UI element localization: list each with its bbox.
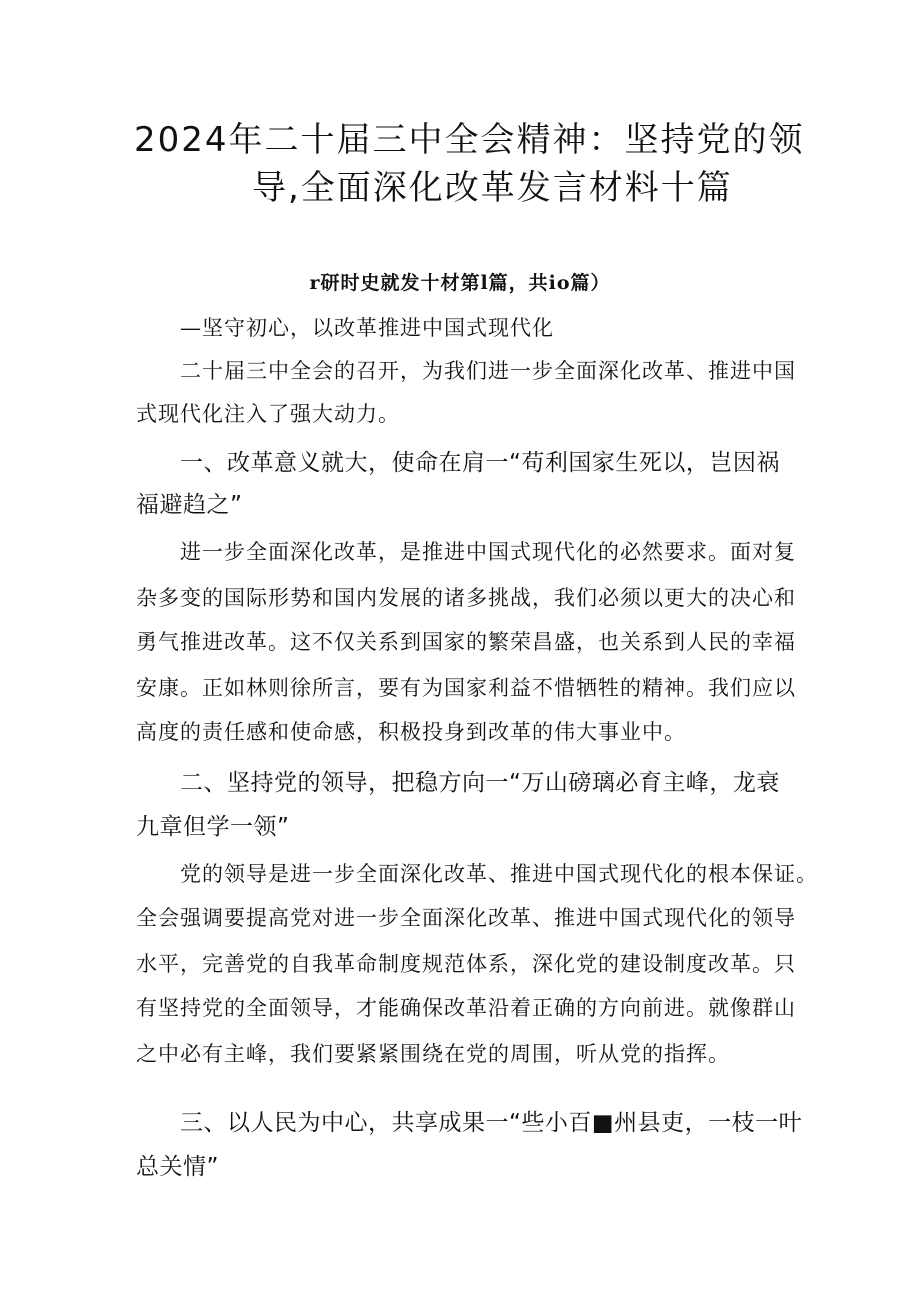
section-heading-3-cont: 总关情” bbox=[136, 1154, 219, 1180]
section-1-paragraph-line: 杂多变的国际形势和国内发展的诸多挑战，我们必须以更大的决心和 bbox=[136, 586, 796, 610]
section-1-paragraph-line: 高度的责任感和使命感，积极投身到改革的伟大事业中。 bbox=[136, 720, 686, 744]
intro-line: 二十届三中全会的召开，为我们进一步全面深化改革、推进中国 bbox=[180, 359, 796, 383]
section-2-paragraph-line: 有坚持党的全面领导，才能确保改革沿着正确的方向前进。就像群山 bbox=[136, 996, 796, 1020]
section-2-paragraph-line: 水平，完善党的自我革命制度规范体系，深化党的建设制度改革。只 bbox=[136, 952, 796, 976]
section-2-paragraph-line: 全会强调要提高党对进一步全面深化改革、推进中国式现代化的领导 bbox=[136, 906, 796, 930]
intro-title: —坚守初心，以改革推进中国式现代化 bbox=[180, 316, 554, 340]
section-1-paragraph-line: 安康。正如林则徐所言，要有为国家利益不惜牺牲的精神。我们应以 bbox=[136, 676, 796, 700]
document-subtitle: r研时史就发十材第l篇，共io篇） bbox=[309, 272, 611, 294]
section-heading-1-cont: 福避趋之” bbox=[136, 492, 243, 518]
section-heading-3: 三、以人民为中心，共享成果一“些小百■州县吏，一枝一叶 bbox=[180, 1110, 803, 1136]
section-1-paragraph-line: 进一步全面深化改革，是推进中国式现代化的必然要求。面对复 bbox=[180, 540, 796, 564]
intro-line: 式现代化注入了强大动力。 bbox=[136, 402, 400, 426]
document-title-line-2: 导,全面深化改革发言材料十篇 bbox=[252, 168, 733, 208]
section-1-paragraph-line: 勇气推进改革。这不仅关系到国家的繁荣昌盛，也关系到人民的幸福 bbox=[136, 630, 796, 654]
section-2-paragraph-line: 党的领导是进一步全面深化改革、推进中国式现代化的根本保证。 bbox=[180, 862, 818, 886]
document-title-line-1: 2024年二十届三中全会精神：坚持党的领 bbox=[134, 120, 805, 160]
section-2-paragraph-line: 之中必有主峰，我们要紧紧围绕在党的周围，听从党的指挥。 bbox=[136, 1042, 730, 1066]
section-heading-2-cont: 九章但学一领” bbox=[136, 814, 290, 840]
section-heading-2: 二、坚持党的领导，把稳方向一“万山磅璃必育主峰，龙衰 bbox=[180, 770, 780, 796]
section-heading-1: 一、改革意义就大，使命在肩一“苟利国家生死以，岂因祸 bbox=[180, 450, 780, 476]
